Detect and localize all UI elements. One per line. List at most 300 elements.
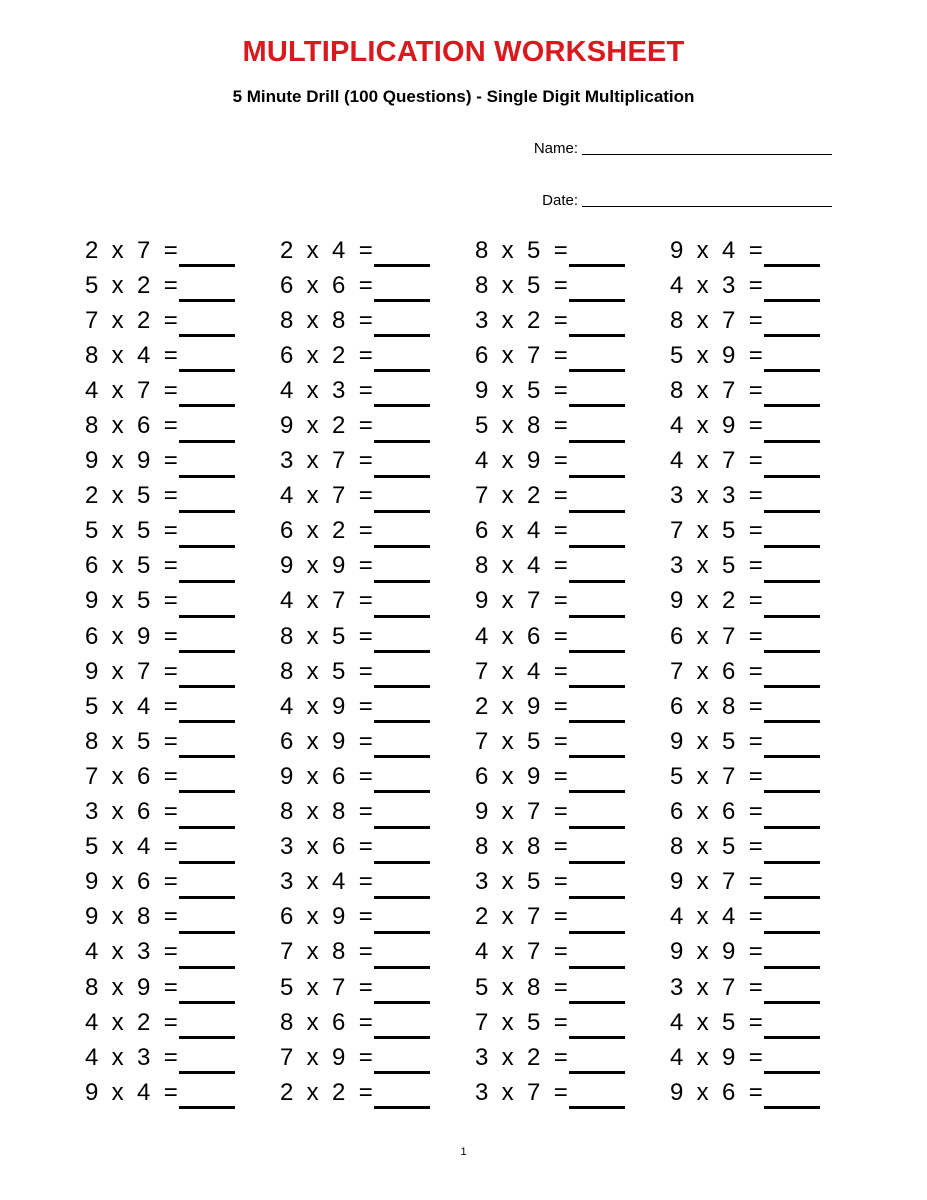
problem-expression: 9 x 6 =: [280, 762, 373, 790]
answer-blank[interactable]: [179, 729, 235, 758]
problem-column: [280, 233, 475, 1110]
problem-expression: 5 x 7 =: [280, 973, 373, 1001]
answer-blank[interactable]: [569, 940, 625, 969]
answer-blank[interactable]: [179, 1045, 235, 1074]
problem-expression: 5 x 9 =: [670, 341, 763, 369]
answer-blank[interactable]: [764, 343, 820, 372]
problem-row: [670, 1005, 865, 1040]
answer-blank[interactable]: [569, 273, 625, 302]
problem-expression: 8 x 4 =: [85, 341, 178, 369]
problem-expression: 6 x 9 =: [85, 622, 178, 650]
answer-blank[interactable]: [179, 624, 235, 653]
problem-row: [475, 549, 670, 584]
problem-expression: 3 x 6 =: [280, 833, 373, 861]
answer-blank[interactable]: [569, 378, 625, 407]
answer-blank[interactable]: [374, 905, 430, 934]
answer-blank[interactable]: [374, 835, 430, 864]
problem-row: [475, 1075, 670, 1110]
problem-expression: 4 x 4 =: [670, 903, 763, 931]
problem-row: [280, 724, 475, 759]
answer-blank[interactable]: [374, 449, 430, 478]
answer-blank[interactable]: [179, 554, 235, 583]
problem-expression: 7 x 6 =: [85, 762, 178, 790]
problem-expression: 4 x 5 =: [670, 1008, 763, 1036]
problem-expression: 5 x 4 =: [85, 692, 178, 720]
problem-expression: 6 x 2 =: [280, 517, 373, 545]
problem-row: [85, 900, 280, 935]
problem-expression: 9 x 5 =: [85, 587, 178, 615]
problem-row: [475, 479, 670, 514]
answer-blank[interactable]: [374, 694, 430, 723]
answer-blank[interactable]: [179, 378, 235, 407]
problem-expression: 9 x 7 =: [475, 798, 568, 826]
answer-blank[interactable]: [179, 1010, 235, 1039]
problem-expression: 9 x 5 =: [475, 376, 568, 404]
answer-blank[interactable]: [569, 343, 625, 372]
problem-expression: 2 x 2 =: [280, 1078, 373, 1106]
problem-row: [280, 444, 475, 479]
problem-expression: 7 x 2 =: [85, 306, 178, 334]
problem-row: [85, 479, 280, 514]
problem-expression: 7 x 5 =: [670, 517, 763, 545]
answer-blank[interactable]: [179, 238, 235, 267]
problem-expression: 4 x 7 =: [280, 587, 373, 615]
problem-row: [475, 619, 670, 654]
answer-blank[interactable]: [764, 378, 820, 407]
problem-expression: 2 x 7 =: [85, 236, 178, 264]
answer-blank[interactable]: [374, 1010, 430, 1039]
date-field: [542, 192, 832, 209]
problem-row: [280, 830, 475, 865]
problem-row: [475, 408, 670, 443]
problem-row: [280, 1005, 475, 1040]
problem-row: [280, 970, 475, 1005]
answer-blank[interactable]: [764, 905, 820, 934]
problem-expression: 7 x 8 =: [280, 938, 373, 966]
answer-blank[interactable]: [179, 449, 235, 478]
problem-row: [280, 759, 475, 794]
answer-blank[interactable]: [179, 764, 235, 793]
answer-blank[interactable]: [764, 1080, 820, 1109]
problem-expression: 6 x 4 =: [475, 517, 568, 545]
problem-expression: 8 x 7 =: [670, 306, 763, 334]
problem-row: [85, 795, 280, 830]
problem-row: [280, 865, 475, 900]
problem-expression: 8 x 4 =: [475, 552, 568, 580]
problem-row: [85, 1075, 280, 1110]
problem-expression: 3 x 5 =: [475, 868, 568, 896]
problem-row: [280, 479, 475, 514]
problem-row: [280, 619, 475, 654]
problem-expression: 3 x 7 =: [280, 447, 373, 475]
problem-row: [85, 689, 280, 724]
problem-row: [280, 549, 475, 584]
problem-expression: 5 x 4 =: [85, 833, 178, 861]
problem-expression: 4 x 3 =: [280, 376, 373, 404]
problem-expression: 5 x 2 =: [85, 271, 178, 299]
problem-expression: 9 x 4 =: [85, 1078, 178, 1106]
problem-row: [475, 900, 670, 935]
answer-blank[interactable]: [569, 905, 625, 934]
answer-blank[interactable]: [374, 343, 430, 372]
problem-row: [670, 830, 865, 865]
problem-expression: 3 x 7 =: [670, 973, 763, 1001]
problem-expression: 8 x 8 =: [475, 833, 568, 861]
problem-expression: 4 x 7 =: [475, 938, 568, 966]
problem-expression: 4 x 3 =: [670, 271, 763, 299]
problem-expression: 6 x 9 =: [475, 762, 568, 790]
problem-row: [670, 1075, 865, 1110]
problem-expression: 5 x 7 =: [670, 762, 763, 790]
date-line[interactable]: [582, 206, 832, 207]
answer-blank[interactable]: [374, 975, 430, 1004]
problem-row: [475, 584, 670, 619]
problem-expression: 7 x 2 =: [475, 482, 568, 510]
problem-row: [85, 408, 280, 443]
answer-blank[interactable]: [764, 870, 820, 899]
problem-expression: 5 x 8 =: [475, 973, 568, 1001]
answer-blank[interactable]: [179, 905, 235, 934]
answer-blank[interactable]: [374, 519, 430, 548]
answer-blank[interactable]: [569, 1045, 625, 1074]
answer-blank[interactable]: [179, 940, 235, 969]
problem-expression: 6 x 6 =: [670, 798, 763, 826]
problem-row: [670, 935, 865, 970]
answer-blank[interactable]: [569, 308, 625, 337]
problem-expression: 2 x 4 =: [280, 236, 373, 264]
problem-row: [85, 444, 280, 479]
problem-row: [670, 759, 865, 794]
problem-row: [85, 303, 280, 338]
name-line[interactable]: [582, 154, 832, 155]
problem-expression: 9 x 7 =: [670, 868, 763, 896]
answer-blank[interactable]: [569, 449, 625, 478]
answer-blank[interactable]: [374, 238, 430, 267]
problem-row: [85, 338, 280, 373]
problem-expression: 8 x 6 =: [85, 412, 178, 440]
problem-expression: 6 x 7 =: [475, 341, 568, 369]
problem-expression: 7 x 9 =: [280, 1043, 373, 1071]
answer-blank[interactable]: [569, 800, 625, 829]
problem-expression: 9 x 9 =: [85, 447, 178, 475]
answer-blank[interactable]: [374, 589, 430, 618]
problem-row: [670, 689, 865, 724]
problem-row: [670, 514, 865, 549]
problem-row: [85, 1005, 280, 1040]
problem-row: [475, 759, 670, 794]
page-number: 1: [460, 1146, 467, 1158]
problem-row: [280, 1075, 475, 1110]
problem-expression: 7 x 6 =: [670, 657, 763, 685]
answer-blank[interactable]: [569, 414, 625, 443]
answer-blank[interactable]: [764, 414, 820, 443]
problem-row: [280, 408, 475, 443]
answer-blank[interactable]: [179, 519, 235, 548]
problem-row: [475, 338, 670, 373]
answer-blank[interactable]: [764, 729, 820, 758]
problem-expression: 9 x 5 =: [670, 727, 763, 755]
problem-row: [670, 970, 865, 1005]
problem-expression: 2 x 7 =: [475, 903, 568, 931]
answer-blank[interactable]: [374, 554, 430, 583]
problem-expression: 3 x 5 =: [670, 552, 763, 580]
problem-row: [475, 514, 670, 549]
answer-blank[interactable]: [179, 870, 235, 899]
answer-blank[interactable]: [764, 554, 820, 583]
problem-expression: 8 x 5 =: [85, 727, 178, 755]
problem-row: [670, 795, 865, 830]
problem-row: [280, 689, 475, 724]
problem-expression: 4 x 7 =: [280, 482, 373, 510]
answer-blank[interactable]: [569, 589, 625, 618]
answer-blank[interactable]: [569, 484, 625, 513]
problem-expression: 7 x 4 =: [475, 657, 568, 685]
problem-row: [85, 1040, 280, 1075]
problem-row: [670, 900, 865, 935]
problem-expression: 3 x 4 =: [280, 868, 373, 896]
answer-blank[interactable]: [374, 378, 430, 407]
name-field: [534, 140, 832, 157]
worksheet-title: MULTIPLICATION WORKSHEET: [242, 36, 685, 68]
problem-expression: 4 x 9 =: [280, 692, 373, 720]
answer-blank[interactable]: [764, 1010, 820, 1039]
problem-expression: 6 x 8 =: [670, 692, 763, 720]
answer-blank[interactable]: [179, 835, 235, 864]
problem-row: [670, 479, 865, 514]
problem-expression: 9 x 4 =: [670, 236, 763, 264]
problem-row: [280, 514, 475, 549]
problem-expression: 5 x 5 =: [85, 517, 178, 545]
answer-blank[interactable]: [764, 273, 820, 302]
answer-blank[interactable]: [179, 659, 235, 688]
problem-expression: 7 x 5 =: [475, 1008, 568, 1036]
problem-expression: 9 x 7 =: [475, 587, 568, 615]
answer-blank[interactable]: [764, 589, 820, 618]
problem-grid: [85, 233, 865, 1110]
answer-blank[interactable]: [179, 484, 235, 513]
problem-expression: 3 x 6 =: [85, 798, 178, 826]
problem-row: [85, 724, 280, 759]
problem-row: [85, 865, 280, 900]
problem-expression: 4 x 3 =: [85, 1043, 178, 1071]
problem-row: [280, 338, 475, 373]
problem-row: [475, 373, 670, 408]
answer-blank[interactable]: [374, 870, 430, 899]
answer-blank[interactable]: [374, 659, 430, 688]
problem-row: [670, 619, 865, 654]
answer-blank[interactable]: [764, 519, 820, 548]
problem-expression: 6 x 9 =: [280, 903, 373, 931]
problem-row: [475, 1005, 670, 1040]
worksheet-subtitle: 5 Minute Drill (100 Questions) - Single Digit Multiplication: [232, 87, 695, 106]
answer-blank[interactable]: [764, 484, 820, 513]
problem-column: [475, 233, 670, 1110]
answer-blank[interactable]: [179, 414, 235, 443]
problem-expression: 9 x 8 =: [85, 903, 178, 931]
answer-blank[interactable]: [569, 975, 625, 1004]
answer-blank[interactable]: [569, 1010, 625, 1039]
problem-expression: 3 x 7 =: [475, 1078, 568, 1106]
answer-blank[interactable]: [764, 624, 820, 653]
problem-expression: 9 x 6 =: [85, 868, 178, 896]
problem-row: [475, 865, 670, 900]
problem-expression: 5 x 8 =: [475, 412, 568, 440]
problem-row: [85, 268, 280, 303]
problem-expression: 8 x 5 =: [475, 271, 568, 299]
problem-expression: 4 x 7 =: [670, 447, 763, 475]
problem-expression: 4 x 9 =: [670, 1043, 763, 1071]
problem-row: [475, 830, 670, 865]
problem-expression: 8 x 8 =: [280, 306, 373, 334]
problem-row: [280, 373, 475, 408]
problem-expression: 3 x 2 =: [475, 1043, 568, 1071]
answer-blank[interactable]: [374, 624, 430, 653]
answer-blank[interactable]: [764, 308, 820, 337]
problem-expression: 6 x 9 =: [280, 727, 373, 755]
problem-row: [475, 654, 670, 689]
answer-blank[interactable]: [764, 940, 820, 969]
answer-blank[interactable]: [569, 659, 625, 688]
problem-row: [85, 233, 280, 268]
answer-blank[interactable]: [764, 694, 820, 723]
answer-blank[interactable]: [179, 343, 235, 372]
answer-blank[interactable]: [569, 1080, 625, 1109]
problem-row: [670, 303, 865, 338]
problem-expression: 6 x 6 =: [280, 271, 373, 299]
problem-expression: 9 x 2 =: [670, 587, 763, 615]
answer-blank[interactable]: [569, 764, 625, 793]
answer-blank[interactable]: [374, 414, 430, 443]
answer-blank[interactable]: [764, 449, 820, 478]
answer-blank[interactable]: [569, 694, 625, 723]
problem-row: [670, 444, 865, 479]
answer-blank[interactable]: [179, 800, 235, 829]
problem-expression: 8 x 7 =: [670, 376, 763, 404]
problem-expression: 8 x 5 =: [475, 236, 568, 264]
answer-blank[interactable]: [569, 729, 625, 758]
problem-expression: 8 x 5 =: [280, 622, 373, 650]
answer-blank[interactable]: [374, 729, 430, 758]
answer-blank[interactable]: [764, 800, 820, 829]
problem-expression: 8 x 5 =: [280, 657, 373, 685]
problem-row: [85, 549, 280, 584]
problem-row: [475, 795, 670, 830]
problem-row: [475, 935, 670, 970]
problem-row: [280, 900, 475, 935]
problem-row: [475, 233, 670, 268]
problem-row: [85, 373, 280, 408]
answer-blank[interactable]: [569, 554, 625, 583]
problem-row: [670, 584, 865, 619]
problem-row: [670, 268, 865, 303]
problem-row: [280, 795, 475, 830]
problem-row: [475, 303, 670, 338]
problem-row: [85, 759, 280, 794]
date-label: Date:: [542, 192, 578, 209]
problem-row: [475, 970, 670, 1005]
answer-blank[interactable]: [569, 835, 625, 864]
problem-row: [670, 233, 865, 268]
problem-row: [670, 373, 865, 408]
problem-expression: 2 x 9 =: [475, 692, 568, 720]
answer-blank[interactable]: [179, 273, 235, 302]
problem-row: [475, 689, 670, 724]
problem-expression: 3 x 3 =: [670, 482, 763, 510]
answer-blank[interactable]: [374, 273, 430, 302]
answer-blank[interactable]: [374, 940, 430, 969]
problem-expression: 2 x 5 =: [85, 482, 178, 510]
answer-blank[interactable]: [179, 975, 235, 1004]
answer-blank[interactable]: [179, 308, 235, 337]
problem-column: [85, 233, 280, 1110]
problem-expression: 9 x 2 =: [280, 412, 373, 440]
problem-row: [475, 724, 670, 759]
answer-blank[interactable]: [374, 764, 430, 793]
problem-expression: 3 x 2 =: [475, 306, 568, 334]
problem-row: [670, 865, 865, 900]
problem-expression: 9 x 9 =: [280, 552, 373, 580]
answer-blank[interactable]: [569, 624, 625, 653]
answer-blank[interactable]: [374, 484, 430, 513]
answer-blank[interactable]: [764, 1045, 820, 1074]
problem-row: [280, 935, 475, 970]
answer-blank[interactable]: [179, 1080, 235, 1109]
problem-row: [670, 654, 865, 689]
problem-expression: 6 x 2 =: [280, 341, 373, 369]
problem-expression: 8 x 6 =: [280, 1008, 373, 1036]
answer-blank[interactable]: [374, 308, 430, 337]
problem-expression: 9 x 7 =: [85, 657, 178, 685]
problem-row: [85, 619, 280, 654]
answer-blank[interactable]: [764, 975, 820, 1004]
answer-blank[interactable]: [569, 870, 625, 899]
problem-row: [670, 408, 865, 443]
answer-blank[interactable]: [179, 589, 235, 618]
problem-row: [280, 1040, 475, 1075]
problem-row: [670, 549, 865, 584]
problem-expression: 7 x 5 =: [475, 727, 568, 755]
problem-expression: 4 x 2 =: [85, 1008, 178, 1036]
answer-blank[interactable]: [569, 238, 625, 267]
name-label: Name:: [533, 140, 578, 157]
problem-expression: 4 x 6 =: [475, 622, 568, 650]
answer-blank[interactable]: [179, 694, 235, 723]
problem-row: [280, 233, 475, 268]
problem-row: [85, 654, 280, 689]
answer-blank[interactable]: [764, 764, 820, 793]
problem-row: [475, 268, 670, 303]
answer-blank[interactable]: [764, 238, 820, 267]
answer-blank[interactable]: [764, 835, 820, 864]
problem-row: [670, 1040, 865, 1075]
problem-row: [85, 935, 280, 970]
problem-expression: 8 x 8 =: [280, 798, 373, 826]
problem-row: [280, 303, 475, 338]
answer-blank[interactable]: [374, 1045, 430, 1074]
answer-blank[interactable]: [374, 1080, 430, 1109]
problem-row: [85, 584, 280, 619]
answer-blank[interactable]: [764, 659, 820, 688]
problem-expression: 4 x 3 =: [85, 938, 178, 966]
answer-blank[interactable]: [569, 519, 625, 548]
problem-column: [670, 233, 865, 1110]
problem-row: [280, 584, 475, 619]
problem-row: [475, 1040, 670, 1075]
problem-expression: 8 x 5 =: [670, 833, 763, 861]
problem-row: [670, 338, 865, 373]
problem-row: [85, 830, 280, 865]
answer-blank[interactable]: [374, 800, 430, 829]
